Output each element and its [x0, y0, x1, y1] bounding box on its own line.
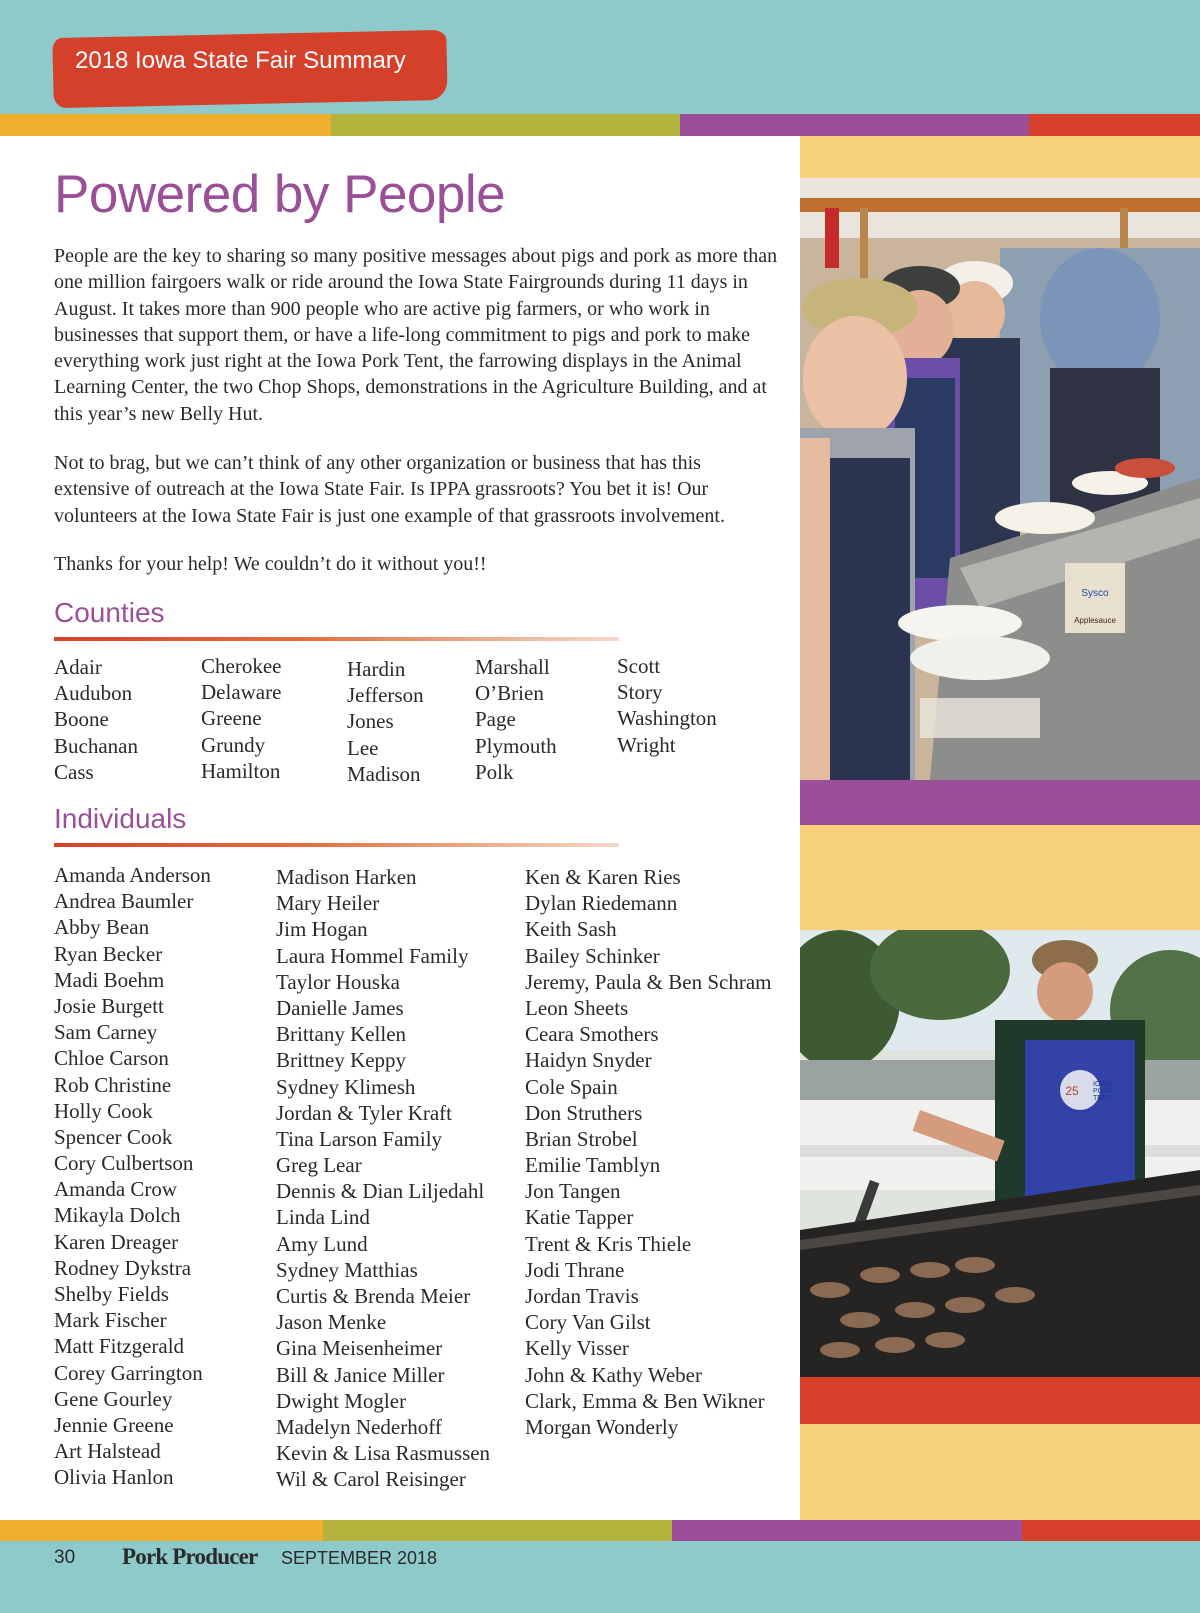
county-name: Washington [617, 706, 717, 731]
individual-name: Amy Lund [276, 1231, 368, 1256]
individual-name: Holly Cook [54, 1098, 153, 1123]
county-name: Wright [617, 732, 676, 757]
individual-name: Karen Dreager [54, 1229, 179, 1254]
volunteers-serving-illustration [800, 178, 1200, 780]
photo-divider-red [800, 1376, 1200, 1424]
grilling-photo [800, 930, 1200, 1377]
issue-date: SEPTEMBER 2018 [281, 1548, 438, 1568]
individual-name: Haidyn Snyder [525, 1048, 652, 1073]
individual-name: Taylor Houska [276, 969, 400, 994]
individual-name: Sydney Matthias [276, 1257, 418, 1282]
individuals-divider [54, 843, 619, 847]
individual-name: Andrea Baumler [54, 889, 194, 914]
individual-name: Madelyn Nederhoff [276, 1414, 442, 1439]
individual-name: Linda Lind [276, 1205, 370, 1230]
individual-name: Cole Spain [525, 1074, 618, 1099]
individual-name: Jason Menke [276, 1310, 387, 1335]
individual-name: Amanda Crow [54, 1177, 178, 1202]
individual-name: Sydney Klimesh [276, 1074, 416, 1099]
counties-column [347, 656, 424, 787]
individual-name: Trent & Kris Thiele [525, 1231, 692, 1256]
individual-name: Brian Strobel [525, 1126, 638, 1151]
individual-name: Morgan Wonderly [525, 1414, 679, 1439]
individual-name: Keith Sash [525, 917, 617, 942]
individual-name: Jim Hogan [276, 917, 368, 942]
top-stripe-olive [331, 114, 680, 136]
individual-name: Tina Larson Family [276, 1126, 443, 1151]
county-name: Cass [54, 759, 94, 784]
individual-name: Dwight Mogler [276, 1388, 407, 1413]
individual-name: Amanda Anderson [54, 863, 211, 887]
county-name: Polk [475, 759, 514, 784]
county-name: Audubon [54, 681, 133, 706]
individual-name: Curtis & Brenda Meier [276, 1284, 471, 1308]
county-name: Lee [347, 735, 379, 760]
county-name: Plymouth [475, 733, 557, 758]
apron-text-tent: TENT [1093, 1095, 1112, 1102]
top-stripe-purple [680, 114, 1029, 136]
individual-name: Rob Christine [54, 1072, 172, 1097]
individual-name: Jodi Thrane [525, 1257, 625, 1282]
individual-name: Gene Gourley [54, 1386, 173, 1411]
county-name: Delaware [201, 680, 282, 705]
counties-column [475, 654, 557, 785]
header-title: 2018 Iowa State Fair Summary [75, 47, 406, 74]
individual-name: Jordan Travis [525, 1284, 639, 1308]
individual-name: Bill & Janice Miller [276, 1362, 445, 1387]
individual-name: Mark Fischer [54, 1308, 167, 1333]
county-name: O’Brien [475, 681, 544, 706]
counties-column [201, 653, 281, 784]
counties-column [54, 654, 138, 785]
individual-name: Clark, Emma & Ben Wikner [525, 1388, 765, 1413]
apron-text-25: 25 [1065, 1084, 1079, 1098]
thanks-paragraph: Thanks for your help! We couldn’t do it without you!! [54, 553, 487, 575]
individual-name: Greg Lear [276, 1153, 362, 1178]
individual-name: John & Kathy Weber [525, 1362, 702, 1387]
individual-name: Spencer Cook [54, 1124, 173, 1149]
individual-name: Cory Culbertson [54, 1151, 194, 1176]
individual-name: Mary Heiler [276, 891, 380, 916]
individual-name: Rodney Dykstra [54, 1255, 192, 1280]
individual-name: Ken & Karen Ries [525, 865, 681, 889]
outreach-paragraph: Not to brag, but we can’t think of any other organization or business that has this extensive of outreach at the Iowa State Fair. Is IPPA grassroots? You bet it is! Our volunteers at the Iowa State Fair is just one example of that grassroots involvement. [54, 452, 725, 527]
individuals-column [525, 864, 772, 1440]
county-name: Grundy [201, 732, 266, 757]
individual-name: Kevin & Lisa Rasmussen [276, 1441, 491, 1466]
individual-name: Jon Tangen [525, 1179, 621, 1204]
individual-name: Olivia Hanlon [54, 1465, 174, 1490]
individual-name: Jordan & Tyler Kraft [276, 1100, 453, 1125]
volunteers-serving-photo [800, 178, 1200, 780]
individual-name: Jennie Greene [54, 1412, 174, 1437]
top-stripe-orange [0, 114, 331, 136]
individual-name: Chloe Carson [54, 1046, 169, 1071]
individual-name: Ryan Becker [54, 941, 163, 966]
individual-name: Kelly Visser [525, 1336, 629, 1361]
counties-divider [54, 637, 619, 641]
individual-name: Abby Bean [54, 915, 150, 940]
county-name: Adair [54, 655, 102, 679]
county-name: Hamilton [201, 758, 281, 783]
grilling-illustration [800, 930, 1200, 1377]
individual-name: Mikayla Dolch [54, 1203, 181, 1228]
individual-name: Brittney Keppy [276, 1048, 407, 1073]
individual-name: Laura Hommel Family [276, 943, 469, 968]
sign-text-2: Applesauce [1074, 616, 1116, 625]
individuals-column [54, 862, 211, 1491]
county-name: Scott [617, 654, 661, 678]
individual-name: Cory Van Gilst [525, 1310, 651, 1335]
county-name: Madison [347, 761, 421, 786]
county-name: Cherokee [201, 654, 282, 678]
individual-name: Dylan Riedemann [525, 891, 678, 916]
county-name: Boone [54, 707, 109, 732]
top-stripe-red [1029, 114, 1200, 136]
bottom-stripe-orange [0, 1520, 323, 1542]
counties-column [617, 653, 717, 758]
individual-name: Shelby Fields [54, 1282, 169, 1306]
individual-name: Dennis & Dian Liljedahl [276, 1179, 485, 1204]
sign-text-1: Sysco [1081, 588, 1109, 599]
bottom-stripe-purple [672, 1520, 1022, 1542]
individual-name: Gina Meisenheimer [276, 1336, 443, 1361]
apron-text-iowa: IOWA [1093, 1081, 1112, 1088]
county-name: Greene [201, 706, 262, 731]
individual-name: Don Struthers [525, 1100, 643, 1125]
individuals-heading: Individuals [54, 803, 187, 834]
individual-name: Madi Boehm [54, 967, 165, 992]
publication-logo: Pork Producer [122, 1544, 258, 1569]
individual-name: Wil & Carol Reisinger [276, 1467, 466, 1492]
bottom-stripe-red [1022, 1520, 1200, 1542]
county-name: Buchanan [54, 733, 138, 758]
bottom-stripe-olive [323, 1520, 672, 1542]
county-name: Hardin [347, 657, 406, 681]
individual-name: Emilie Tamblyn [525, 1153, 661, 1178]
county-name: Story [617, 680, 663, 705]
individual-name: Sam Carney [54, 1020, 158, 1045]
individual-name: Katie Tapper [525, 1205, 634, 1230]
apron-text-pork: PORK [1093, 1088, 1113, 1095]
individual-name: Leon Sheets [525, 995, 629, 1020]
intro-paragraph: People are the key to sharing so many positive messages about pigs and pork as more than one million fairgoers walk or ride around the Iowa State Fairgrounds during 11 days in August. It takes more than 900 people who are active pig farmers, or who work in businesses that support them, or have a life-long commitment to pigs and pork to make everything work just right at the Iowa Pork Tent, the farrowing displays in the Animal Learning Center, the two Chop Shops, demonstrations in the Agriculture Building, and at this year’s new Belly Hut. [54, 245, 778, 425]
counties-heading: Counties [54, 597, 165, 628]
individual-name: Corey Garrington [54, 1360, 203, 1385]
individual-name: Brittany Kellen [276, 1022, 407, 1047]
county-name: Jones [347, 709, 394, 734]
individual-name: Josie Burgett [54, 993, 164, 1018]
individual-name: Jeremy, Paula & Ben Schram [525, 969, 772, 994]
county-name: Marshall [475, 655, 550, 679]
photo-divider-purple [800, 780, 1200, 825]
individual-name: Danielle James [276, 995, 404, 1020]
county-name: Jefferson [347, 683, 424, 708]
individual-name: Bailey Schinker [525, 943, 660, 968]
page-title: Powered by People [54, 165, 506, 224]
individuals-column [276, 864, 490, 1493]
page-number: 30 [54, 1547, 76, 1568]
individual-name: Madison Harken [276, 865, 417, 889]
individual-name: Matt Fitzgerald [54, 1334, 185, 1359]
county-name: Page [475, 707, 516, 732]
individual-name: Art Halstead [54, 1439, 161, 1464]
individual-name: Ceara Smothers [525, 1022, 659, 1047]
